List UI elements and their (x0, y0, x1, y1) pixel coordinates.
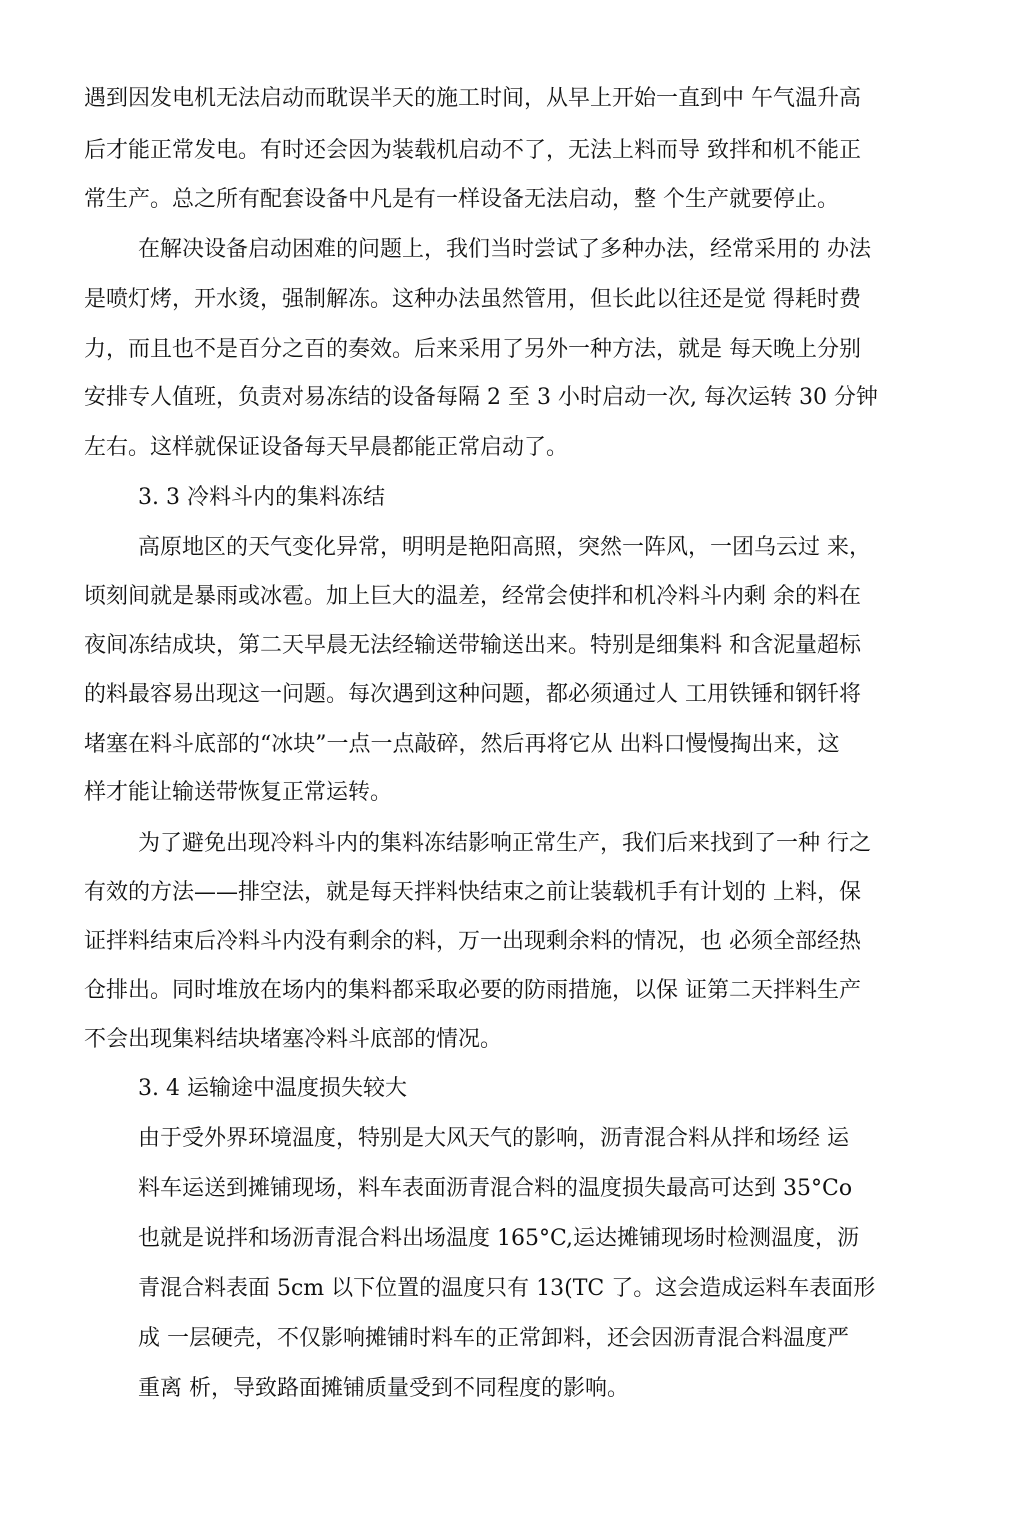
paragraph-2-line-2: 是喷灯烤，开水烫，强制解冻。这种办法虽然管用，但长此以往还是觉 得耗时费 (84, 287, 861, 312)
paragraph-1-line-3: 常生产。总之所有配套设备中凡是有一样设备无法启动，整 个生产就要停止。 (84, 187, 839, 212)
section-heading-3-3: 3. 3 冷料斗内的集料冻结 (138, 485, 385, 510)
paragraph-5-line-5: 成 一层硬壳，不仅影响摊铺时料车的正常卸料，还会因沥青混合料温度严 (138, 1326, 849, 1351)
paragraph-4-line-4: 仓排出。同时堆放在场内的集料都采取必要的防雨措施，以保 证第二天拌料生产 (84, 978, 861, 1003)
paragraph-3-line-6: 样才能让输送带恢复正常运转。 (84, 780, 393, 805)
paragraph-3-line-3: 夜间冻结成块，第二天早晨无法经输送带输送出来。特别是细集料 和含泥量超标 (84, 633, 861, 658)
paragraph-5-line-6: 重离 析，导致路面摊铺质量受到不同程度的影响。 (138, 1376, 629, 1401)
paragraph-4-line-2: 有效的方法——排空法，就是每天拌料快结束之前让装载机手有计划的 上料，保 (84, 880, 861, 905)
section-heading-3-4: 3. 4 运输途中温度损失较大 (138, 1076, 407, 1101)
paragraph-3-line-2: 顷刻间就是暴雨或冰雹。加上巨大的温差，经常会使拌和机冷料斗内剩 余的料在 (84, 584, 861, 609)
paragraph-4-line-3: 证拌料结束后冷料斗内没有剩余的料，万一出现剩余料的情况，也 必须全部经热 (84, 929, 861, 954)
paragraph-2-line-3: 力，而且也不是百分之百的奏效。后来采用了另外一种方法，就是 每天晚上分别 (84, 337, 861, 362)
paragraph-3-line-5: 堵塞在料斗底部的“冰块”一点一点敲碎，然后再将它从 出料口慢慢掏出来，这 (84, 732, 840, 757)
paragraph-2-line-1: 在解决设备启动困难的问题上，我们当时尝试了多种办法，经常采用的 办法 (138, 237, 871, 262)
paragraph-4-line-5: 不会出现集料结块堵塞冷料斗底部的情况。 (84, 1027, 503, 1052)
paragraph-3-line-1: 高原地区的天气变化异常，明明是艳阳高照，突然一阵风，一团乌云过 来， (138, 535, 871, 560)
paragraph-2-line-4: 安排专人值班，负责对易冻结的设备每隔 2 至 3 小时启动一次, 每次运转 30 分钟 (84, 385, 878, 410)
paragraph-1-line-1: 遇到因发电机无法启动而耽误半天的施工时间，从早上开始一直到中 午气温升高 (84, 86, 861, 111)
paragraph-5-line-1: 由于受外界环境温度，特别是大风天气的影响，沥青混合料从拌和场经 运 (138, 1126, 849, 1151)
paragraph-4-line-1: 为了避免出现冷料斗内的集料冻结影响正常生产，我们后来找到了一种 行之 (138, 831, 871, 856)
paragraph-3-line-4: 的料最容易出现这一问题。每次遇到这种问题，都必须通过人 工用铁锤和钢钎将 (84, 682, 861, 707)
paragraph-5-line-2: 料车运送到摊铺现场，料车表面沥青混合料的温度损失最高可达到 35°Co (138, 1176, 853, 1201)
paragraph-5-line-3: 也就是说拌和场沥青混合料出场温度 165°C,运达摊铺现场时检测温度，沥 (138, 1226, 860, 1251)
paragraph-1-line-2: 后才能正常发电。有时还会因为装载机启动不了，无法上料而导 致拌和机不能正 (84, 138, 861, 163)
paragraph-5-line-4: 青混合料表面 5cm 以下位置的温度只有 13(TC 了。这会造成运料车表面形 (138, 1276, 876, 1301)
paragraph-2-line-5: 左右。这样就保证设备每天早晨都能正常启动了。 (84, 435, 569, 460)
